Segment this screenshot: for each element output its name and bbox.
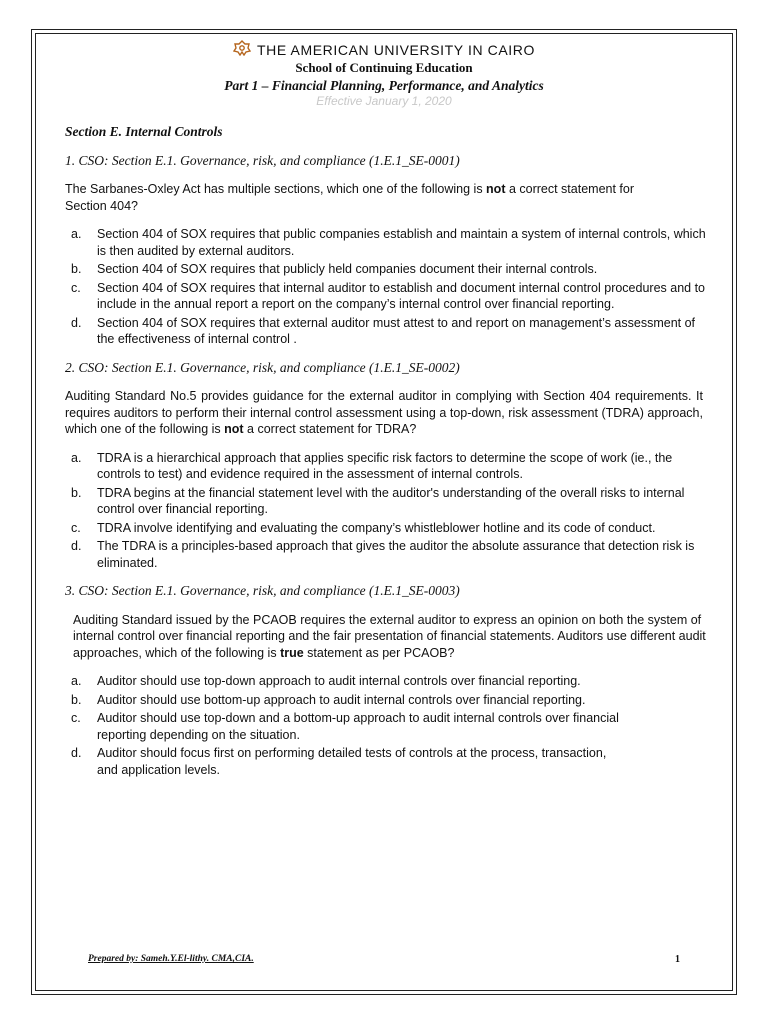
option-item xyxy=(65,538,715,571)
option-text: Auditor should focus first on performing detailed tests of controls at the process, transaction, and application levels. xyxy=(97,746,607,777)
option-item xyxy=(65,692,625,709)
stem-emphasis: not xyxy=(486,182,506,196)
stem-emphasis: not xyxy=(224,422,244,436)
stem-text: Auditing Standard issued by the PCAOB requires the external auditor to express an opinion on both the system of internal control over financial reporting and the fair presentation of financial statements. Auditors use different audit approaches, which of the following is xyxy=(73,612,706,660)
document-header xyxy=(35,40,733,108)
option-item xyxy=(65,280,715,313)
option-letter: a. xyxy=(71,674,82,688)
question-stem xyxy=(65,612,733,662)
stem-text: Auditing Standard No.5 provides guidance for the external auditor in complying with Section 404 requirements. It requires auditors to perform their internal control assessment using a top-down, risk assessment (TDRA) approach, which one of the following is xyxy=(65,389,703,436)
option-text: Section 404 of SOX requires that public companies establish and maintain a system of internal controls, which is then audited by external auditors. xyxy=(97,227,706,258)
question-cso: 2. CSO: Section E.1. Governance, risk, and compliance (1.E.1_SE-0002) xyxy=(65,359,460,375)
option-letter: b. xyxy=(71,485,82,500)
option-letter: d. xyxy=(71,746,82,760)
option-text: TDRA is a hierarchical approach that applies specific risk factors to determine the scope of work (ie., the controls to test) and evidence required in the assessment of internal controls. xyxy=(97,450,673,481)
part-title: Part 1 – Financial Planning, Performance, and Analytics xyxy=(224,78,544,93)
stem-text: a correct statement for Section 404? xyxy=(65,182,635,213)
option-text: Section 404 of SOX requires that external auditor must attest to and report on management’s assessment of the effectiveness of internal control . xyxy=(97,315,696,346)
question-cso: 1. CSO: Section E.1. Governance, risk, and compliance (1.E.1_SE-0001) xyxy=(65,152,460,168)
option-letter: c. xyxy=(71,520,81,535)
school-name: School of Continuing Education xyxy=(295,60,473,75)
stem-emphasis: true xyxy=(280,645,304,660)
stem-text: The Sarbanes-Oxley Act has multiple sections, which one of the following is xyxy=(65,182,487,196)
question-block xyxy=(65,153,733,348)
option-text: TDRA involve identifying and evaluating the company’s whistleblower hotline and its code of conduct. xyxy=(97,520,656,535)
option-item xyxy=(65,450,715,483)
option-list xyxy=(65,226,715,348)
option-text: Section 404 of SOX requires that internal auditor to establish and document internal control procedures and to include in the annual report a report on the company’s internal control over financial reporting. xyxy=(97,280,706,311)
option-text: Auditor should use bottom-up approach to audit internal controls over financial reporting. xyxy=(97,692,586,707)
option-item xyxy=(65,261,715,278)
effective-date: Effective January 1, 2020 xyxy=(316,94,452,108)
option-item xyxy=(65,485,715,518)
option-list xyxy=(65,450,715,572)
option-text: Section 404 of SOX requires that publicly held companies document their internal controls. xyxy=(97,262,598,276)
stem-text: statement as per PCAOB? xyxy=(303,645,455,660)
option-letter: a. xyxy=(71,450,82,465)
university-name: THE AMERICAN UNIVERSITY IN CAIRO xyxy=(257,42,535,58)
question-stem xyxy=(65,181,665,214)
prepared-by: Prepared by: Sameh.Y.El-lithy. CMA,CIA. xyxy=(88,954,254,964)
section-title: Section E. Internal Controls xyxy=(65,124,223,139)
option-letter: b. xyxy=(71,262,82,276)
option-text: The TDRA is a principles-based approach that gives the auditor the absolute assurance that detection risk is eliminated. xyxy=(97,539,695,570)
option-text: Auditor should use top-down approach to audit internal controls over financial reporting. xyxy=(97,674,581,688)
option-letter: b. xyxy=(71,692,82,707)
document-body xyxy=(65,124,733,790)
stem-text: a correct statement for TDRA? xyxy=(243,422,417,436)
option-letter: c. xyxy=(71,280,81,295)
page-number: 1 xyxy=(675,954,680,965)
option-text: Auditor should use top-down and a bottom-up approach to audit internal controls over financial reporting depending on the situation. xyxy=(97,711,619,742)
option-item xyxy=(65,520,715,537)
university-line xyxy=(35,40,733,60)
option-item xyxy=(65,745,625,778)
question-cso: 3. CSO: Section E.1. Governance, risk, and compliance (1.E.1_SE-0003) xyxy=(65,583,460,598)
option-item xyxy=(65,315,715,348)
auc-seal-icon xyxy=(233,40,251,61)
option-text: TDRA begins at the financial statement level with the auditor's understanding of the overall risks to internal control over financial reporting. xyxy=(97,485,685,516)
option-item xyxy=(65,673,625,690)
option-list xyxy=(65,673,625,778)
option-letter: a. xyxy=(71,227,82,241)
option-letter: d. xyxy=(71,315,82,330)
question-block xyxy=(65,360,733,572)
question-block xyxy=(65,583,733,778)
question-stem xyxy=(65,388,703,438)
option-letter: d. xyxy=(71,539,82,553)
option-item xyxy=(65,710,625,743)
option-item xyxy=(65,226,715,259)
option-letter: c. xyxy=(71,711,81,725)
